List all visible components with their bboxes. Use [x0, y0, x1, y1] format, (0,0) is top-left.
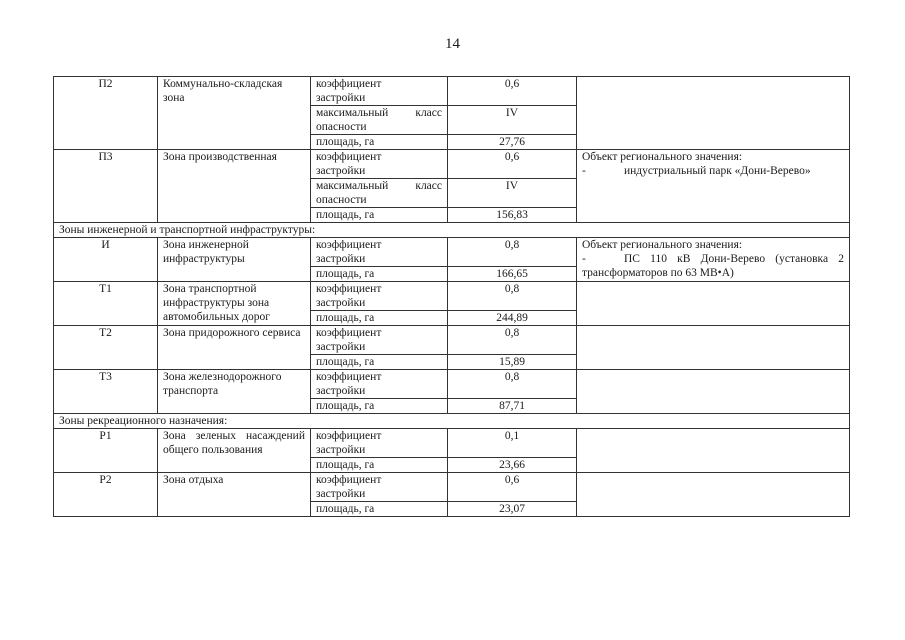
regional-object-cell [577, 150, 850, 223]
hazard-value: IV [448, 179, 577, 208]
regional-object-cell [577, 370, 850, 414]
coefficient-value: 0,6 [448, 473, 577, 502]
coefficient-value: 0,6 [448, 77, 577, 106]
param-area: площадь, га [311, 399, 448, 414]
zone-code: Р1 [54, 429, 158, 473]
zone-code: Т3 [54, 370, 158, 414]
coefficient-value: 0,8 [448, 282, 577, 311]
param-coefficient: коэффициент застройки [311, 370, 448, 399]
param-coefficient: коэффициент застройки [311, 238, 448, 267]
page-number: 14 [445, 36, 460, 52]
regional-object-item: - ПС 110 кВ Дони-Верево (установка 2 трансформаторов по 63 МВ•А) [582, 253, 844, 279]
regional-object-title: Объект регионального значения: [582, 151, 743, 163]
zone-name: Зона инженерной инфраструктуры [158, 238, 311, 282]
zone-code: Т1 [54, 282, 158, 326]
table-row-t3 [54, 370, 850, 399]
param-area: площадь, га [311, 135, 448, 150]
table-row-r2 [54, 473, 850, 502]
param-coefficient: коэффициент застройки [311, 150, 448, 179]
zone-name: Зона отдыха [158, 473, 311, 517]
zone-name: Коммунально-складская зона [158, 77, 311, 150]
area-value: 244,89 [448, 311, 577, 326]
param-coefficient: коэффициент застройки [311, 473, 448, 502]
hazard-value: IV [448, 106, 577, 135]
coefficient-value: 0,8 [448, 326, 577, 355]
area-value: 156,83 [448, 208, 577, 223]
param-coefficient: коэффициент застройки [311, 282, 448, 311]
coefficient-value: 0,8 [448, 238, 577, 267]
regional-object-cell [577, 326, 850, 370]
regional-object-cell [577, 429, 850, 473]
table-row-r1 [54, 429, 850, 458]
area-value: 166,65 [448, 267, 577, 282]
zone-name: Зона зеленых насаждений общего пользования [158, 429, 311, 473]
regional-object-cell [577, 282, 850, 326]
table-row-t1 [54, 282, 850, 311]
zone-name: Зона производственная [158, 150, 311, 223]
zone-name: Зона придорожного сервиса [158, 326, 311, 370]
regional-object-cell [577, 77, 850, 150]
zone-code: П2 [54, 77, 158, 150]
section-heading: Зоны инженерной и транспортной инфраструктуры: [54, 223, 850, 238]
area-value: 23,07 [448, 502, 577, 517]
zone-code: Т2 [54, 326, 158, 370]
param-hazard: максимальный класс опасности [311, 106, 448, 135]
zone-code: Р2 [54, 473, 158, 517]
zone-code: П3 [54, 150, 158, 223]
section-row-recreational [54, 414, 850, 429]
table-row-p3 [54, 150, 850, 179]
area-value: 87,71 [448, 399, 577, 414]
section-row-engineering [54, 223, 850, 238]
param-coefficient: коэффициент застройки [311, 326, 448, 355]
area-value: 27,76 [448, 135, 577, 150]
zone-name: Зона транспортной инфраструктуры зона автомобильных дорог [158, 282, 311, 326]
param-area: площадь, га [311, 208, 448, 223]
regional-object-cell [577, 473, 850, 517]
coefficient-value: 0,6 [448, 150, 577, 179]
table-row-t2 [54, 326, 850, 355]
regional-object-item: - индустриальный парк «Дони-Верево» [582, 165, 811, 177]
param-area: площадь, га [311, 267, 448, 282]
param-hazard: максимальный класс опасности [311, 179, 448, 208]
area-value: 15,89 [448, 355, 577, 370]
param-coefficient: коэффициент застройки [311, 77, 448, 106]
param-area: площадь, га [311, 502, 448, 517]
regional-object-title: Объект регионального значения: [582, 239, 743, 251]
zoning-table [53, 76, 850, 517]
zone-name: Зона железнодорожного транспорта [158, 370, 311, 414]
param-coefficient: коэффициент застройки [311, 429, 448, 458]
coefficient-value: 0,8 [448, 370, 577, 399]
param-area: площадь, га [311, 458, 448, 473]
zone-code: И [54, 238, 158, 282]
param-area: площадь, га [311, 355, 448, 370]
coefficient-value: 0,1 [448, 429, 577, 458]
section-heading: Зоны рекреационного назначения: [54, 414, 850, 429]
area-value: 23,66 [448, 458, 577, 473]
param-area: площадь, га [311, 311, 448, 326]
table-row-i [54, 238, 850, 267]
table-row-p2 [54, 77, 850, 106]
regional-object-cell [577, 238, 850, 282]
